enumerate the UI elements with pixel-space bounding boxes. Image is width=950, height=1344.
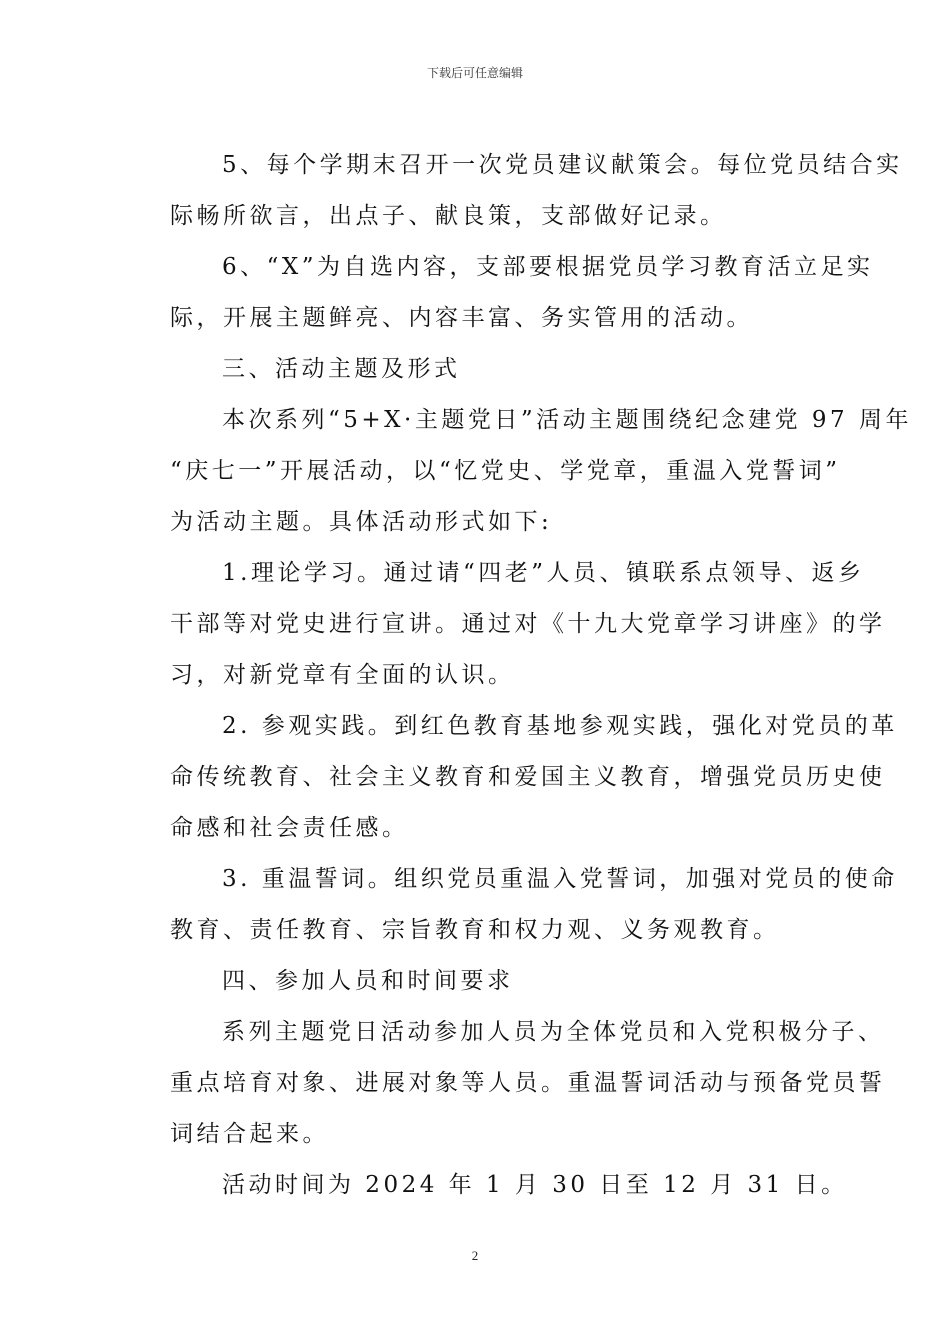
paragraph-item-6 (118, 242, 874, 344)
text-line: 1.理论学习。通过请“四老”人员、镇联系点领导、返乡 (222, 560, 865, 586)
text-line: 2. 参观实践。到红色教育基地参观实践，强化对党员的革 (222, 713, 898, 739)
paragraph-theory-study (118, 548, 886, 701)
text-line: 本次系列“5+X·主题党日”活动主题围绕纪念建党 97 周年 (222, 407, 912, 433)
text-line: 际畅所欲言，出点子、献良策，支部做好记录。 (170, 203, 727, 229)
text-line: “庆七一”开展活动，以“忆党史、学党章，重温入党誓词” (170, 458, 841, 484)
text-line: 6、“X”为自选内容，支部要根据党员学习教育活立足实 (222, 254, 874, 280)
text-line: 词结合起来。 (170, 1121, 329, 1147)
text-line: 干部等对党史进行宣讲。通过对《十九大党章学习讲座》的学 (170, 611, 886, 637)
text-line: 系列主题党日活动参加人员为全体党员和入党积极分子、 (222, 1019, 885, 1045)
text-line: 活动时间为 2024 年 1 月 30 日至 12 月 31 日。 (222, 1172, 848, 1198)
paragraph-item-5 (118, 140, 903, 242)
section-heading-4 (118, 956, 838, 1007)
text-line: 5、每个学期末召开一次党员建议献策会。每位党员结合实 (222, 152, 903, 178)
text-line: 命传统教育、社会主义教育和爱国主义教育，增强党员历史使 (170, 764, 886, 790)
paragraph-theme (118, 395, 912, 548)
text-line: 际，开展主题鲜亮、内容丰富、务实管用的活动。 (170, 305, 753, 331)
text-line: 习，对新党章有全面的认识。 (170, 662, 515, 688)
text-line: 重点培育对象、进展对象等人员。重温誓词活动与预备党员誓 (170, 1070, 886, 1096)
section-heading-text: 四、参加人员和时间要求 (222, 968, 514, 994)
section-heading-text: 三、活动主题及形式 (222, 356, 461, 382)
text-line: 命感和社会责任感。 (170, 815, 409, 841)
text-line: 3. 重温誓词。组织党员重温入党誓词，加强对党员的使命 (222, 866, 898, 892)
page-number: 2 (471, 1248, 479, 1263)
text-line: 教育、责任教育、宗旨教育和权力观、义务观教育。 (170, 917, 780, 943)
paragraph-schedule (118, 1160, 848, 1211)
page-header: 下载后可任意编辑 (426, 66, 523, 80)
text-line: 为活动主题。具体活动形式如下: (170, 509, 553, 535)
paragraph-participants (118, 1007, 886, 1160)
section-heading-3 (118, 344, 838, 395)
paragraph-visit-practice (118, 701, 898, 854)
paragraph-oath (118, 854, 898, 956)
document-body (118, 140, 912, 1211)
